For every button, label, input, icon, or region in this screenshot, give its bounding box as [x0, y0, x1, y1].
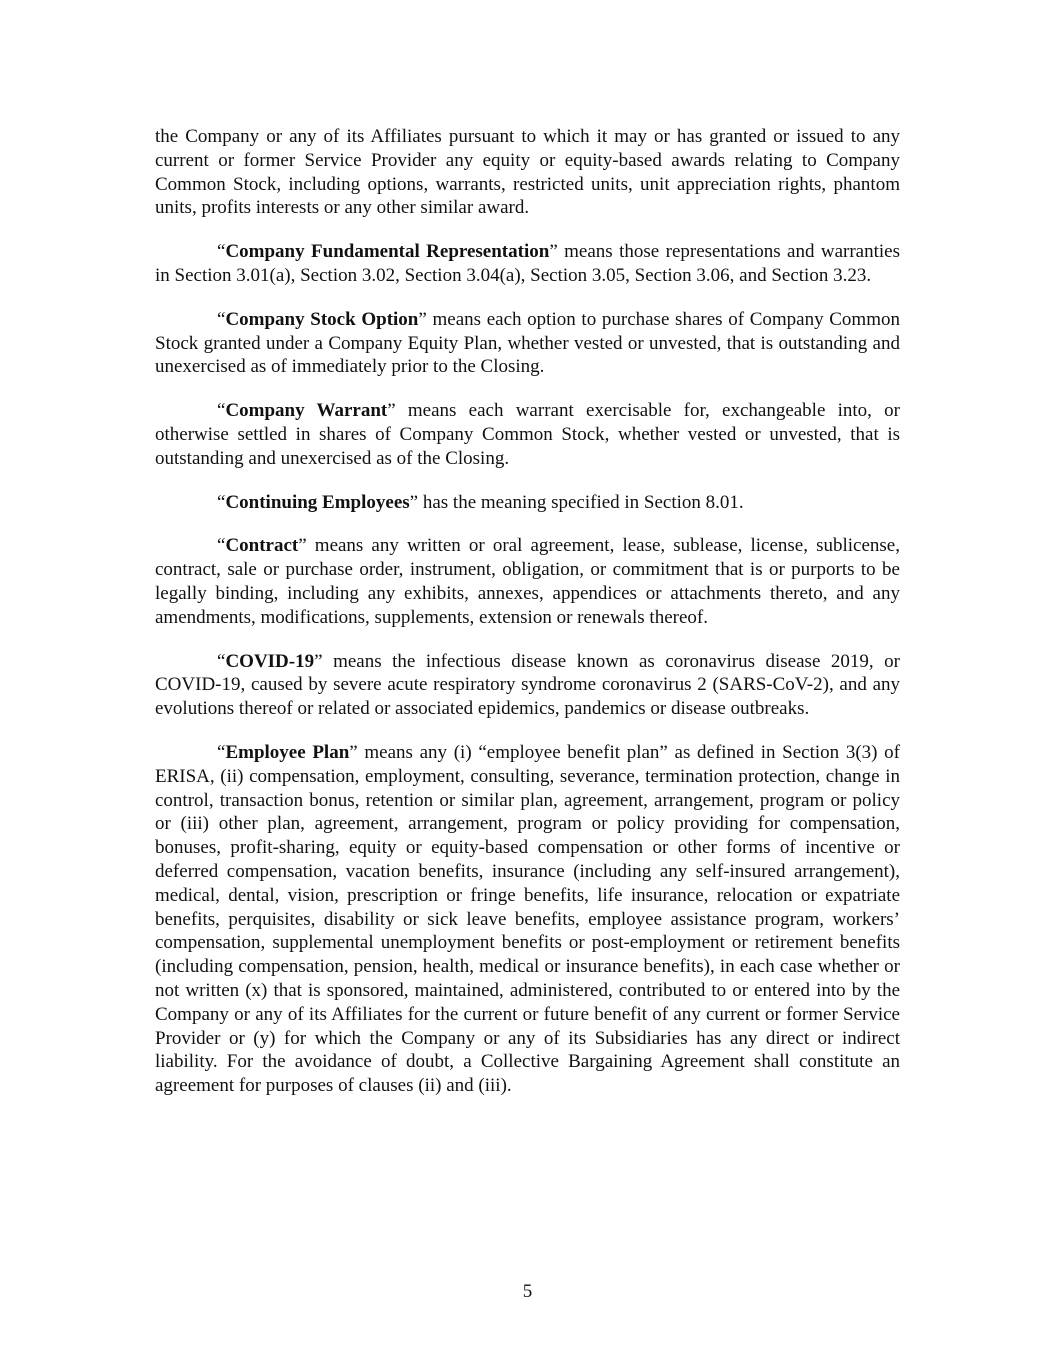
defined-term: Continuing Employees [225, 491, 410, 513]
definition-contract [155, 534, 900, 629]
close-quote: ” [409, 491, 419, 513]
open-quote: “ [217, 741, 226, 763]
definition-text: means those representations and warranties in Section 3.01(a), Section 3.02, Section 3.04(a), Section 3.05, Section 3.06, and Section 3.23. [155, 241, 900, 286]
definition-company-stock-option [155, 308, 900, 379]
open-quote: “ [217, 650, 226, 672]
close-quote: ” [314, 650, 323, 672]
definition-company-warrant [155, 399, 900, 470]
open-quote: “ [217, 535, 226, 557]
defined-term: Contract [225, 535, 299, 557]
close-quote: ” [549, 241, 558, 263]
document-body [155, 125, 900, 1118]
definition-text: means the infectious disease known as coronavirus disease 2019, or COVID-19, caused by severe acute respiratory syndrome coronavirus 2 (SARS-CoV-2), and any evolutions thereof or related or associated epidemics, pandemics or disease outbreaks. [155, 650, 900, 720]
defined-term: Company Warrant [225, 400, 388, 422]
definition-text: means any (i) “employee benefit plan” as defined in Section 3(3) of ERISA, (ii) compensation, employment, consulting, severance, termination protection, change in control, transaction bonus, retention or similar plan, agreement, arrangement, program or policy or (iii) other plan, agreement, arrangement, program or policy providing for compensation, bonuses, profit-sharing, equity or equity-based compensation or other forms of incentive or deferred compensation, vacation benefits, insurance (including any self-insured arrangement), medical, dental, vision, prescription or fringe benefits, life insurance, relocation or expatriate benefits, perquisites, disability or sick leave benefits, employee assistance program, workers’ compensation, supplemental unemployment benefits or post-employment or retirement benefits (including compensation, pension, health, medical or insurance benefits), in each case whether or not written (x) that is sponsored, maintained, administered, contributed to or entered into by the Company or any of its Affiliates for the current or future benefit of any current or former Service Provider or (y) for which the Company or any of its Subsidiaries has any direct or indirect liability. For the avoidance of doubt, a Collective Bargaining Agreement shall constitute an agreement for purposes of clauses (ii) and (iii). [155, 741, 900, 1097]
definition-text: means each option to purchase shares of Company Common Stock granted under a Company Equity Plan, whether vested or unvested, that is outstanding and unexercised as of immediately prior to the Closing. [155, 308, 900, 378]
defined-term: Employee Plan [225, 741, 350, 763]
close-quote: ” [418, 308, 427, 330]
close-quote: ” [349, 741, 358, 763]
open-quote: “ [217, 400, 226, 422]
definition-covid-19 [155, 650, 900, 721]
definition-text: has the meaning specified in Section 8.01. [418, 491, 744, 513]
open-quote: “ [217, 241, 226, 263]
close-quote: ” [298, 535, 307, 557]
defined-term: Company Stock Option [225, 308, 419, 330]
definition-text: means each warrant exercisable for, exchangeable into, or otherwise settled in shares of Company Common Stock, whether vested or unvested, that is outstanding and unexercised as of the Closing. [155, 400, 900, 469]
defined-term: Company Fundamental Representation [225, 241, 550, 263]
open-quote: “ [217, 308, 226, 330]
definition-company-fundamental-representation [155, 240, 900, 288]
page-number: 5 [522, 1281, 533, 1302]
continuation-paragraph: the Company or any of its Affiliates pursuant to which it may or has granted or issued to any current or former Service Provider any equity or equity-based awards relating to Company Common Stock, including options, warrants, restricted units, unit appreciation rights, phantom units, profits interests or any other similar award. [155, 126, 900, 219]
definition-employee-plan [155, 741, 900, 1098]
open-quote: “ [217, 491, 226, 513]
definition-text: means any written or oral agreement, lease, sublease, license, sublicense, contract, sale or purchase order, instrument, obligation, or commitment that is or purports to be legally binding, including any exhibits, annexes, appendices or attachments thereto, and any amendments, modifications, supplements, extension or renewals thereof. [155, 535, 900, 628]
defined-term: COVID-19 [225, 650, 315, 672]
close-quote: ” [387, 400, 396, 422]
definition-continuing-employees [155, 491, 900, 515]
